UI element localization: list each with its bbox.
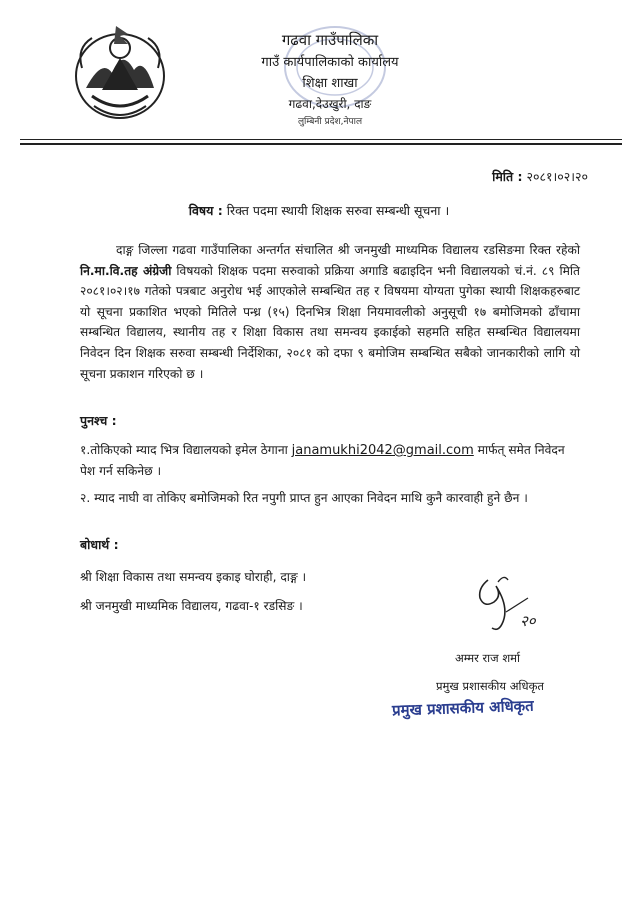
body-highlight: नि.मा.वि.तह अंग्रेजी bbox=[80, 263, 172, 278]
office-subtitle: गाउँ कार्यपालिकाको कार्यालय bbox=[261, 55, 399, 70]
note1-text-post: मार्फत् समेत निवेदन पेश गर्न सकिनेछ । bbox=[80, 443, 565, 478]
body-text-1: दाङ्ग जिल्ला गढवा गाउँपालिका अन्तर्गत संचालित श्री जनमुखी माध्यमिक विद्यालय रडसिङमा रिक्त रहेको bbox=[116, 243, 580, 257]
province-name: लुम्बिनी प्रदेश,नेपाल bbox=[297, 117, 363, 127]
office-name: गढवा गाउँपालिका bbox=[281, 31, 379, 49]
signature-date: २० bbox=[520, 612, 536, 630]
body-text-2: विषयको शिक्षक पदमा सरुवाको प्रक्रिया अगाडि बढाइदिन भनी विद्यालयको चं.नं. ८९ मिति २०८१।०२।१७ गतेको पत्रबाट अनुरोध भई आएकोले सम्बन्धित तह र विषयमा योग्यता पुगेका स्थायी शिक्षकहरुबाट यो सूचना प्रकाशित भएको मितिले पन्ध्र (१५) दिनभित्र शिक्षा नियमावलीको अनुसूची १७ बमोजिमको ढाँचामा सम्बन्धित विद्यालय, स्थानीय तह र शिक्षा विकास तथा समन्वय इकाईको सहमति सहित सम्बन्धित विद्यालयमा निवेदन दिन शिक्षक सरुवा सम्बन्धी निर्देशिका, २०८१ को दफा ९ बमोजिम सम्बन्धित सबैको जानकारीको लागि यो सूचना प्रकाशन गरिएको छ । bbox=[80, 263, 580, 381]
signatory-title: प्रमुख प्रशासकीय अधिकृत bbox=[436, 679, 544, 693]
designation-stamp: प्रमुख प्रशासकीय अधिकृत bbox=[391, 696, 535, 720]
date-label: मिति : bbox=[492, 169, 523, 184]
cc-recipient: श्री जनमुखी माध्यमिक विद्यालय, गढवा-१ रडसिङ । bbox=[80, 599, 303, 613]
signatory-name: अम्मर राज शर्मा bbox=[455, 651, 521, 665]
signature bbox=[458, 568, 558, 638]
date-line bbox=[492, 168, 588, 185]
email-link[interactable]: janamukhi2042@gmail.com bbox=[291, 443, 474, 458]
subject-label: विषय : bbox=[188, 203, 223, 218]
postscript-heading: पुनश्च : bbox=[80, 413, 117, 428]
header-divider-top bbox=[20, 139, 622, 140]
note1-text-pre: १.तोकिएको म्याद भित्र विद्यालयको इमेल ठेगाना bbox=[80, 443, 292, 457]
cc-recipient: श्री शिक्षा विकास तथा समन्वय इकाइ घोराही, दाङ्ग । bbox=[80, 570, 307, 584]
postscript-note-1 bbox=[80, 440, 580, 481]
cc-heading: बोधार्थ : bbox=[80, 537, 119, 552]
subject-line bbox=[0, 202, 638, 219]
section-name: शिक्षा शाखा bbox=[302, 76, 358, 91]
header-divider-bottom bbox=[20, 143, 622, 145]
postscript-note-2: २. म्याद नाघी वा तोकिए बमोजिमको रित नपुगी प्राप्त हुन आएका निवेदन माथि कुनै कारवाही हुने छैन । bbox=[80, 491, 528, 505]
notice-body bbox=[80, 240, 580, 384]
date-value: २०८१।०२।२० bbox=[526, 169, 588, 184]
office-address: गढवा,देउखुरी, दाङ bbox=[288, 97, 372, 111]
subject-text: रिक्त पदमा स्थायी शिक्षक सरुवा सम्बन्धी सूचना । bbox=[226, 203, 450, 218]
